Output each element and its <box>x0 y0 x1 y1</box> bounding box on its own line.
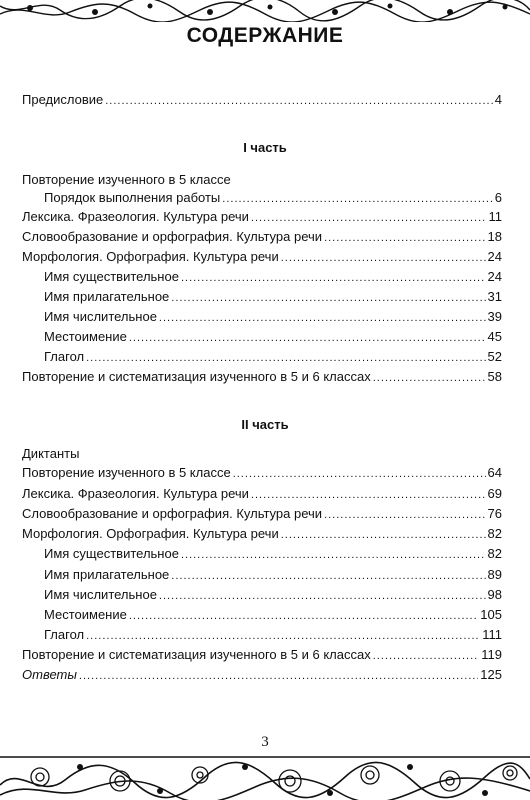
page-number: 3 <box>261 734 269 750</box>
part-1-heading: I часть <box>243 140 287 155</box>
dot-leader <box>79 667 478 685</box>
toc-entry-label: Местоимение <box>44 329 127 344</box>
part-2-section-heading: Диктанты <box>22 446 80 461</box>
toc-entry-label: Глагол <box>44 349 85 364</box>
toc-entry[interactable] <box>22 646 502 664</box>
toc-entry-page: 39 <box>487 309 502 324</box>
toc-entry-label: Имя прилагательное <box>44 289 170 304</box>
dot-leader <box>324 229 485 247</box>
toc-entry-page: 58 <box>487 369 502 384</box>
toc-entry[interactable] <box>22 505 502 523</box>
toc-entry-page: 125 <box>480 667 502 682</box>
toc-entry[interactable] <box>44 288 502 306</box>
part-1-section-heading: Повторение изученного в 5 классе <box>22 172 231 187</box>
toc-entry[interactable] <box>22 208 502 226</box>
toc-entry-page: 119 <box>481 647 502 662</box>
page-title: СОДЕРЖАНИЕ <box>186 24 344 47</box>
toc-entry[interactable] <box>22 485 502 503</box>
dot-leader <box>171 567 485 585</box>
toc-entry-label: Имя существительное <box>44 546 179 561</box>
toc-entry-page: 4 <box>494 92 502 107</box>
toc-entry-page: 105 <box>480 607 502 622</box>
toc-entry-label: Ответы <box>22 667 77 682</box>
toc-entry-page: 11 <box>488 209 502 224</box>
toc-entry[interactable] <box>44 268 502 286</box>
toc-entry-page: 24 <box>487 249 502 264</box>
dot-leader <box>86 349 485 367</box>
dot-leader <box>251 486 486 504</box>
toc-entry-label: Морфология. Орфография. Культура речи <box>22 526 279 541</box>
toc-entry-label: Словообразование и орфография. Культура речи <box>22 506 323 521</box>
toc-entry-page: 24 <box>487 269 502 284</box>
toc-entry-label: Повторение изученного в 5 классе <box>22 465 231 480</box>
toc-entry-page: 89 <box>487 567 502 582</box>
toc-entry-label: Предисловие <box>22 92 104 107</box>
toc-entry[interactable] <box>44 348 502 366</box>
dot-leader <box>181 546 486 564</box>
toc-entry-page: 76 <box>487 506 502 521</box>
dot-leader <box>129 607 478 625</box>
toc-entry[interactable] <box>22 228 502 246</box>
toc-entry[interactable] <box>22 464 502 482</box>
dot-leader <box>159 587 486 605</box>
toc-entry-label: Имя числительное <box>44 309 157 324</box>
top-ornament-border <box>0 0 530 22</box>
toc-entry-page: 82 <box>487 546 502 561</box>
toc-entry-answers[interactable] <box>22 666 502 684</box>
toc-entry-page: 82 <box>487 526 502 541</box>
toc-entry[interactable] <box>44 545 502 563</box>
dot-leader <box>251 209 487 227</box>
dot-leader <box>105 92 493 110</box>
toc-entry-label: Повторение и систематизация изученного в 5 и 6 классах <box>22 369 371 384</box>
dot-leader <box>373 369 486 387</box>
dot-leader <box>233 465 486 483</box>
bottom-ornament-border <box>0 755 530 800</box>
toc-entry[interactable] <box>22 248 502 266</box>
toc-entry[interactable] <box>22 525 502 543</box>
dot-leader <box>324 506 485 524</box>
toc-entry-label: Глагол <box>44 627 85 642</box>
toc-entry-page: 31 <box>487 289 502 304</box>
toc-entry-page: 18 <box>487 229 502 244</box>
toc-entry-page: 6 <box>494 190 502 205</box>
toc-entry-page: 64 <box>487 465 502 480</box>
toc-entry-label: Лексика. Фразеология. Культура речи <box>22 486 249 501</box>
dot-leader <box>181 269 486 287</box>
toc-entry[interactable] <box>44 566 502 584</box>
toc-entry[interactable] <box>44 626 502 644</box>
toc-entry-label: Словообразование и орфография. Культура речи <box>22 229 323 244</box>
toc-entry-page: 52 <box>487 349 502 364</box>
toc-entry[interactable] <box>44 189 502 207</box>
part-2-heading: II часть <box>241 417 289 432</box>
toc-entry-page: 69 <box>487 486 502 501</box>
toc-entry-label: Повторение и систематизация изученного в 5 и 6 классах <box>22 647 371 662</box>
dot-leader <box>159 309 486 327</box>
toc-entry-label: Имя прилагательное <box>44 567 170 582</box>
toc-entry-page: 111 <box>482 627 502 642</box>
dot-leader <box>86 627 480 645</box>
toc-entry-page: 45 <box>487 329 502 344</box>
toc-entry-label: Морфология. Орфография. Культура речи <box>22 249 279 264</box>
dot-leader <box>281 249 486 267</box>
toc-entry[interactable] <box>44 308 502 326</box>
toc-entry-label: Лексика. Фразеология. Культура речи <box>22 209 249 224</box>
dot-leader <box>171 289 485 307</box>
dot-leader <box>373 647 480 665</box>
toc-entry[interactable] <box>22 368 502 386</box>
toc-entry[interactable] <box>44 606 502 624</box>
dot-leader <box>281 526 486 544</box>
toc-entry-label: Порядок выполнения работы <box>44 190 221 205</box>
toc-entry-label: Местоимение <box>44 607 127 622</box>
toc-entry-preface[interactable] <box>22 91 502 109</box>
toc-entry-page: 98 <box>487 587 502 602</box>
dot-leader <box>222 190 492 208</box>
toc-entry-label: Имя существительное <box>44 269 179 284</box>
toc-entry-label: Имя числительное <box>44 587 157 602</box>
toc-entry[interactable] <box>44 586 502 604</box>
toc-entry[interactable] <box>44 328 502 346</box>
dot-leader <box>129 329 486 347</box>
